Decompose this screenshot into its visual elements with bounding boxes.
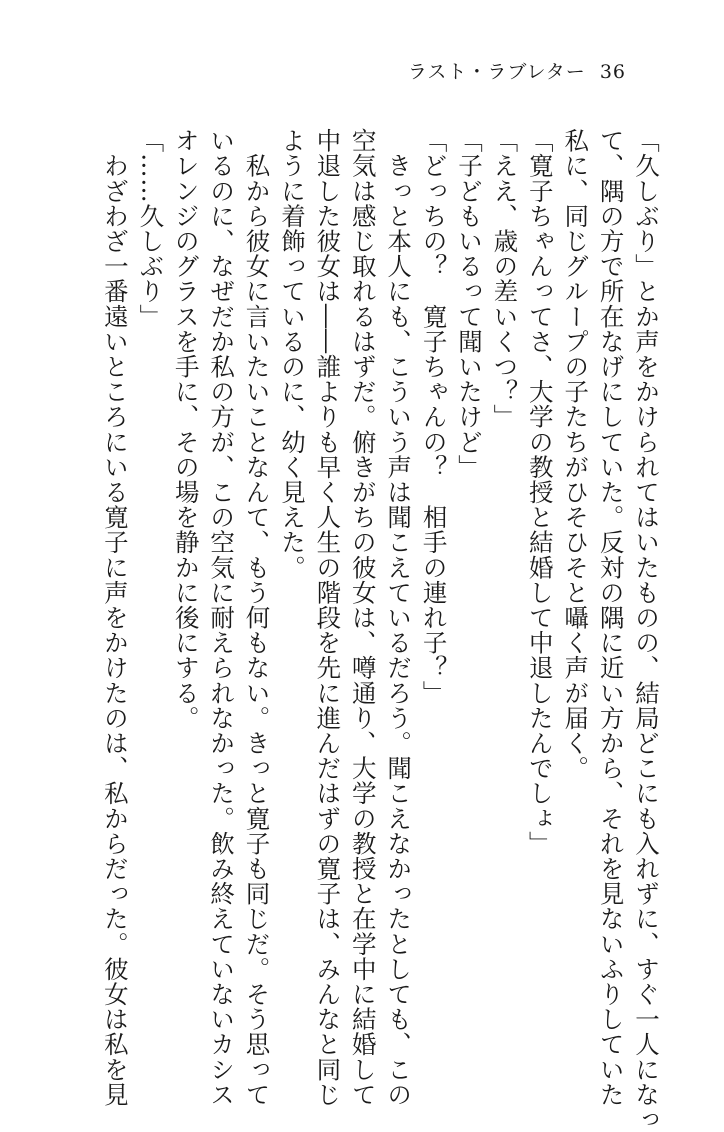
page-number: 36 — [599, 61, 626, 83]
text-line: ように着飾っているのに、幼く見えた。 — [277, 128, 307, 580]
text-line: 「久しぶり」とか声をかけられてはいたものの、結局どこにも入れずに、すぐ一人になっ — [632, 128, 661, 1132]
text-line: いるのに、なぜだか私の方が、この空気に耐えられなかった。飲み終えていないカシス — [207, 128, 237, 1107]
body-text — [98, 128, 665, 1132]
book-title: ラスト・ラブレター — [407, 61, 586, 83]
text-line: きっと本人にも、こういう声は聞こえているだろう。聞こえなかったとしても、この — [384, 128, 414, 1107]
dialogue-line: 「子どもいるって聞いたけど」 — [454, 128, 484, 480]
running-header — [408, 60, 626, 84]
dialogue-line: 「寛子ちゃんってさ、大学の教授と結婚して中退したんでしょ」 — [525, 128, 555, 856]
dialogue-line: 「ええ、歳の差いくつ？」 — [490, 128, 520, 430]
text-line: 私から彼女に言いたいことなんて、もう何もない。きっと寛子も同じだ。そう思って — [242, 128, 272, 1107]
text-line: わざわざ一番遠いところにいる寛子に声をかけたのは、私からだった。彼女は私を見 — [100, 128, 130, 1107]
text-line: オレンジのグラスを手に、その場を静かに後にする。 — [171, 128, 201, 731]
dialogue-line: 「どっちの？ 寛子ちゃんの？ 相手の連れ子？」 — [419, 128, 449, 706]
text-line: 中退した彼女は――誰よりも早く人生の階段を先に進んだはずの寛子は、みんなと同じ — [313, 128, 343, 1107]
dialogue-line: 「……久しぶり」 — [136, 128, 166, 329]
text-line: 空気は感じ取れるはずだ。俯きがちの彼女は、噂通り、大学の教授と在学中に結婚して — [348, 128, 378, 1107]
text-line: 私に、同じグループの子たちがひそひそと囁く声が届く。 — [561, 128, 591, 781]
text-line: て、隅の方で所在なげにしていた。反対の隅に近い方から、それを見ないふりしていた — [596, 128, 626, 1107]
